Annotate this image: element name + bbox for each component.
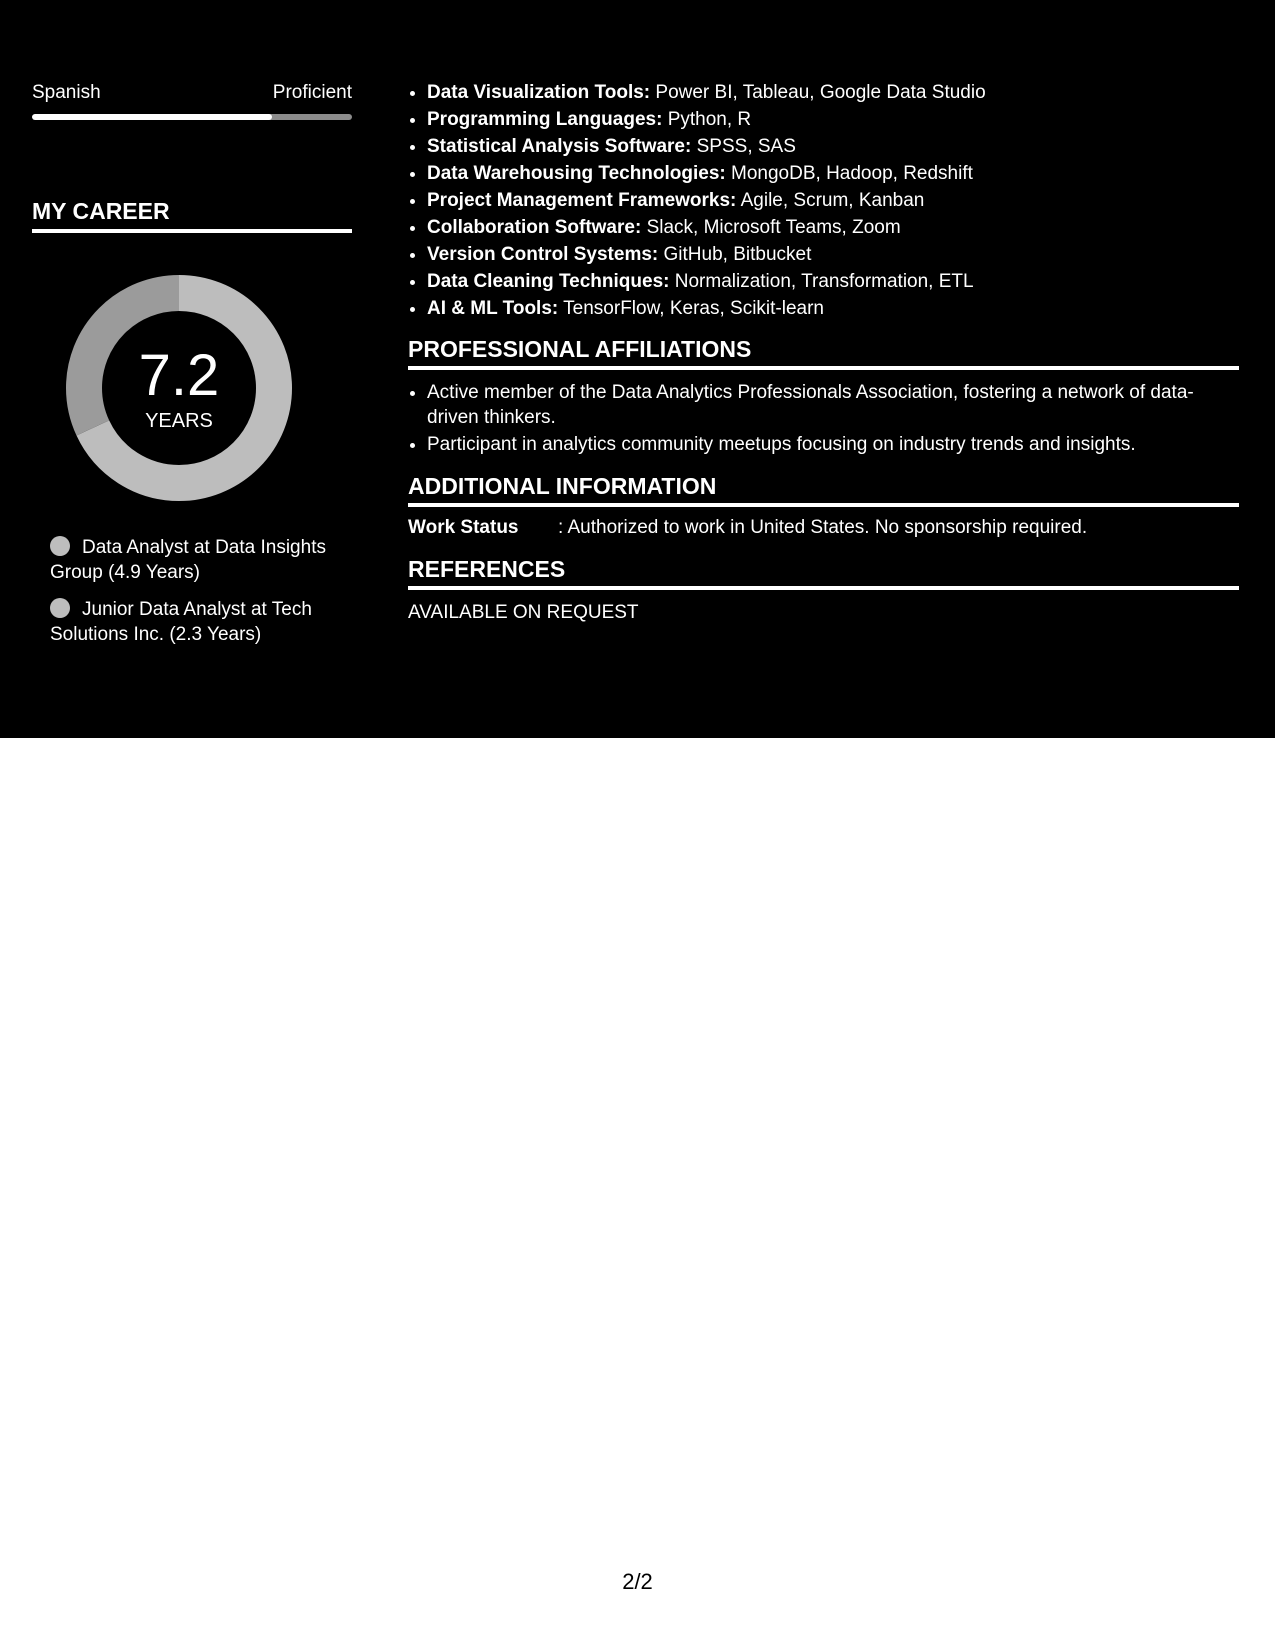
career-item [50,597,340,647]
donut-total-unit: YEARS [145,410,213,432]
page-number: 2/2 [622,1569,653,1594]
skill-value: SPSS, SAS [696,136,796,157]
career-dot-icon [50,536,70,556]
affiliations-heading: PROFESSIONAL AFFILIATIONS [408,334,1239,370]
skill-value: Python, R [667,109,752,130]
skill-item [427,160,1239,187]
additional-info-heading: ADDITIONAL INFORMATION [408,471,1239,507]
career-dot-icon [50,598,70,618]
career-donut-chart [66,275,292,501]
resume-dark-panel [0,0,1275,738]
language-level: Proficient [272,82,352,103]
affiliation-item: • Participant in analytics community meetups focusing on industry trends and insights. [427,432,1239,457]
skill-label: Data Visualization Tools: [427,82,651,103]
skill-value: Normalization, Transformation, ETL [674,271,974,292]
work-status-row [408,515,1239,540]
skill-value: Agile, Scrum, Kanban [740,190,925,211]
affiliations-list [408,380,1239,457]
skill-item [427,106,1239,133]
skill-value: MongoDB, Hadoop, Redshift [731,163,973,184]
career-item-text: Data Analyst at Data Insights Group (4.9 Years) [50,537,326,583]
skill-item [427,295,1239,322]
skill-item [427,241,1239,268]
skills-list [408,79,1239,322]
language-progress-bar [32,114,352,120]
career-heading: MY CAREER [32,196,352,233]
skill-label: Project Management Frameworks: [427,190,737,211]
skill-value: Power BI, Tableau, Google Data Studio [655,82,986,103]
skill-item [427,79,1239,106]
skill-label: Version Control Systems: [427,244,659,265]
language-name: Spanish [32,82,101,103]
skill-label: Collaboration Software: [427,217,642,238]
skill-value: Slack, Microsoft Teams, Zoom [646,217,901,238]
skill-label: Programming Languages: [427,109,663,130]
donut-total-value: 7.2 [138,343,220,408]
skill-item [427,268,1239,295]
skill-value: GitHub, Bitbucket [663,244,812,265]
language-row [32,80,352,106]
work-status-label: Work Status [408,517,519,538]
career-list [50,535,340,647]
skill-item [427,214,1239,241]
skill-item [427,187,1239,214]
work-status-value: : Authorized to work in United States. No sponsorship required. [558,517,1088,538]
main-content [408,79,1239,625]
affiliation-item: • Active member of the Data Analytics Professionals Association, fostering a network of data-driven thinkers. [427,380,1239,430]
skill-label: Data Cleaning Techniques: [427,271,670,292]
skill-label: Data Warehousing Technologies: [427,163,726,184]
skill-value: TensorFlow, Keras, Scikit-learn [563,298,824,319]
skill-item [427,133,1239,160]
career-item-text: Junior Data Analyst at Tech Solutions Inc. (2.3 Years) [50,599,312,645]
sidebar [32,80,352,659]
career-item [50,535,340,585]
language-progress-fill [32,114,272,120]
references-text: AVAILABLE ON REQUEST [408,602,639,623]
skill-label: Statistical Analysis Software: [427,136,692,157]
skill-label: AI & ML Tools: [427,298,559,319]
references-heading: REFERENCES [408,554,1239,590]
